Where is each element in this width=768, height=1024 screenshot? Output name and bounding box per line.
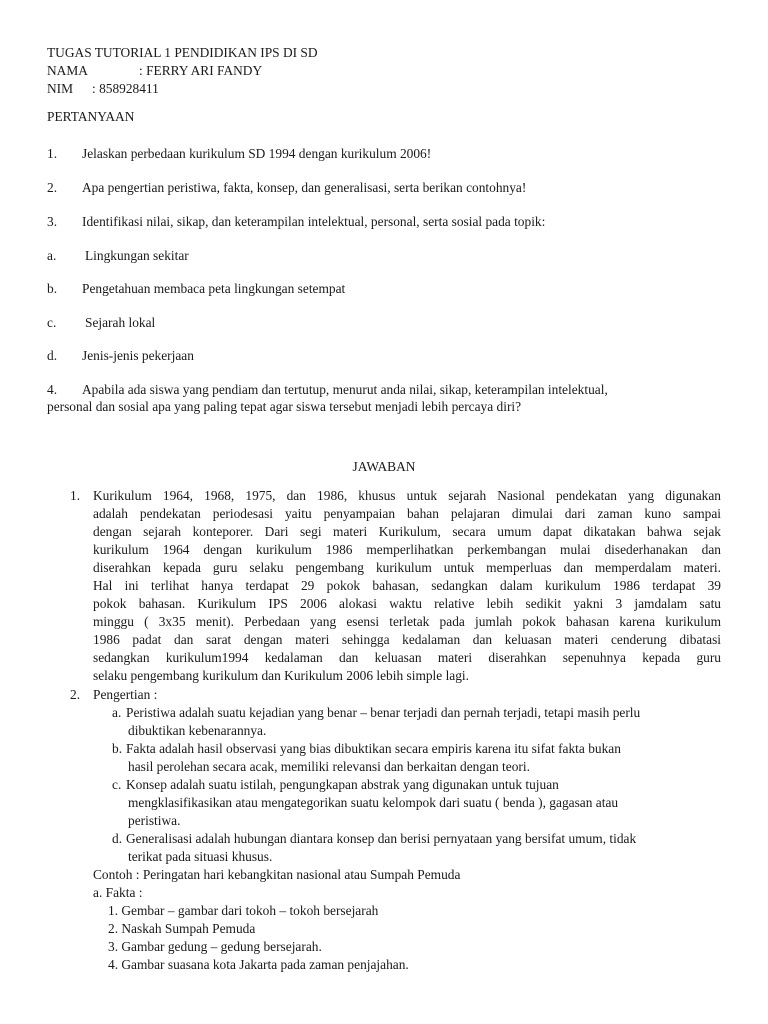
answer-line: Kurikulum 1964, 1968, 1975, dan 1986, khusus untuk sejarah Nasional pendekatan yang digunakan bbox=[93, 488, 721, 503]
definition-letter: b. bbox=[112, 741, 123, 756]
question-text: Jelaskan perbedaan kurikulum SD 1994 dengan kurikulum 2006! bbox=[82, 146, 432, 161]
answer-line: sedangkan kurikulum1994 kedalaman dan keluasan materi diserahkan sepenuhnya kepada guru bbox=[93, 650, 721, 665]
fakta-item: 3. Gambar gedung – gedung bersejarah. bbox=[108, 939, 322, 954]
definition-line: dibuktikan kebenarannya. bbox=[128, 723, 267, 738]
answer-number: 1. bbox=[70, 488, 81, 503]
definition-letter: c. bbox=[112, 777, 122, 792]
answers-heading: JAWABAN bbox=[352, 459, 416, 474]
answer-line: kurikulum 1964 dengan kurikulum 1986 memperlihatkan perkembangan mulai disederhanakan dan bbox=[93, 542, 721, 557]
definition-line: Fakta adalah hasil observasi yang bias dibuktikan secara empiris karena itu sifat fakta bukan bbox=[126, 741, 621, 756]
fakta-item: 4. Gambar suasana kota Jakarta pada zaman penjajahan. bbox=[108, 957, 409, 972]
question-text: Identifikasi nilai, sikap, dan keterampilan intelektual, personal, serta sosial pada topik: bbox=[82, 214, 546, 229]
fakta-label: a. Fakta : bbox=[93, 885, 143, 900]
answer-number: 2. bbox=[70, 687, 81, 702]
questions-heading: PERTANYAAN bbox=[47, 109, 135, 124]
answer-line: Hal ini terlihat hanya terdapat 29 pokok bahasan, sedangkan dalam kurikulum 1986 terdapat 39 bbox=[93, 578, 721, 593]
nim-label: NIM bbox=[47, 81, 74, 96]
answer-line: diserahkan kepada guru selaku pengembang kurikulum untuk memperluas dan memperdalam materi. bbox=[93, 560, 721, 575]
answer-line: adalah pendekatan periodesasi yaitu penyampaian bahan pelajaran dimulai dari zaman kuno sampai bbox=[93, 506, 721, 521]
answer-line: pokok bahasan. Kurikulum IPS 2006 alokasi waktu relative lebih sedikit yakni 3 jamdalam satu bbox=[93, 596, 721, 611]
subquestion-letter: d. bbox=[47, 348, 58, 363]
subquestion-text: Pengetahuan membaca peta lingkungan setempat bbox=[82, 281, 346, 296]
question-number: 4. bbox=[47, 382, 58, 397]
question-number: 1. bbox=[47, 146, 58, 161]
answer-line: 1986 padat dan sarat dengan materi sehingga kedalaman dan keluasan materi cenderung dibatasi bbox=[93, 632, 721, 647]
question-text-line: Apabila ada siswa yang pendiam dan tertutup, menurut anda nilai, sikap, keterampilan intelektual, bbox=[82, 382, 608, 397]
question-number: 2. bbox=[47, 180, 58, 195]
name-value: : FERRY ARI FANDY bbox=[139, 63, 263, 78]
definition-line: hasil perolehan secara acak, memiliki relevansi dan berkaitan dengan teori. bbox=[128, 759, 530, 774]
definition-line: mengklasifikasikan atau mengategorikan suatu kelompok dari suatu ( benda ), gagasan atau bbox=[128, 795, 619, 810]
answer-subtitle: Pengertian : bbox=[93, 687, 158, 702]
definition-line: Generalisasi adalah hubungan diantara konsep dan berisi pernyataan yang bersifat umum, tidak bbox=[126, 831, 637, 846]
name-label: NAMA bbox=[47, 63, 88, 78]
definition-letter: a. bbox=[112, 705, 122, 720]
subquestion-text: Sejarah lokal bbox=[85, 315, 156, 330]
fakta-item: 2. Naskah Sumpah Pemuda bbox=[108, 921, 256, 936]
question-number: 3. bbox=[47, 214, 58, 229]
definition-line: Konsep adalah suatu istilah, pengungkapan abstrak yang digunakan untuk tujuan bbox=[126, 777, 559, 792]
question-text: Apa pengertian peristiwa, fakta, konsep, dan generalisasi, serta berikan contohnya! bbox=[82, 180, 527, 195]
subquestion-text: Jenis-jenis pekerjaan bbox=[82, 348, 194, 363]
definition-letter: d. bbox=[112, 831, 123, 846]
question-text-line: personal dan sosial apa yang paling tepat agar siswa tersebut menjadi lebih percaya diri? bbox=[47, 399, 522, 414]
example-line: Contoh : Peringatan hari kebangkitan nasional atau Sumpah Pemuda bbox=[93, 867, 461, 882]
definition-line: Peristiwa adalah suatu kejadian yang benar – benar terjadi dan pernah terjadi, tetapi masih perlu bbox=[126, 705, 641, 720]
subquestion-letter: b. bbox=[47, 281, 58, 296]
answer-line: dengan sejarah konteporer. Dari segi materi Kurikulum, secara umum dapat dikatakan bahwa sejak bbox=[93, 524, 721, 539]
nim-value: : 858928411 bbox=[92, 81, 159, 96]
subquestion-text: Lingkungan sekitar bbox=[85, 248, 189, 263]
subquestion-letter: c. bbox=[47, 315, 57, 330]
definition-line: terikat pada situasi khusus. bbox=[128, 849, 273, 864]
document-title: TUGAS TUTORIAL 1 PENDIDIKAN IPS DI SD bbox=[47, 45, 318, 60]
answer-line: minggu ( 3x35 menit). Perbedaan yang esensi terletak pada jumlah pokok bahasan karena kurikulum bbox=[93, 614, 721, 629]
definition-line: peristiwa. bbox=[128, 813, 181, 828]
answer-line: selaku pengembang kurikulum dan Kurikulum 2006 lebih simple lagi. bbox=[93, 668, 469, 683]
fakta-item: 1. Gembar – gambar dari tokoh – tokoh bersejarah bbox=[108, 903, 379, 918]
subquestion-letter: a. bbox=[47, 248, 57, 263]
